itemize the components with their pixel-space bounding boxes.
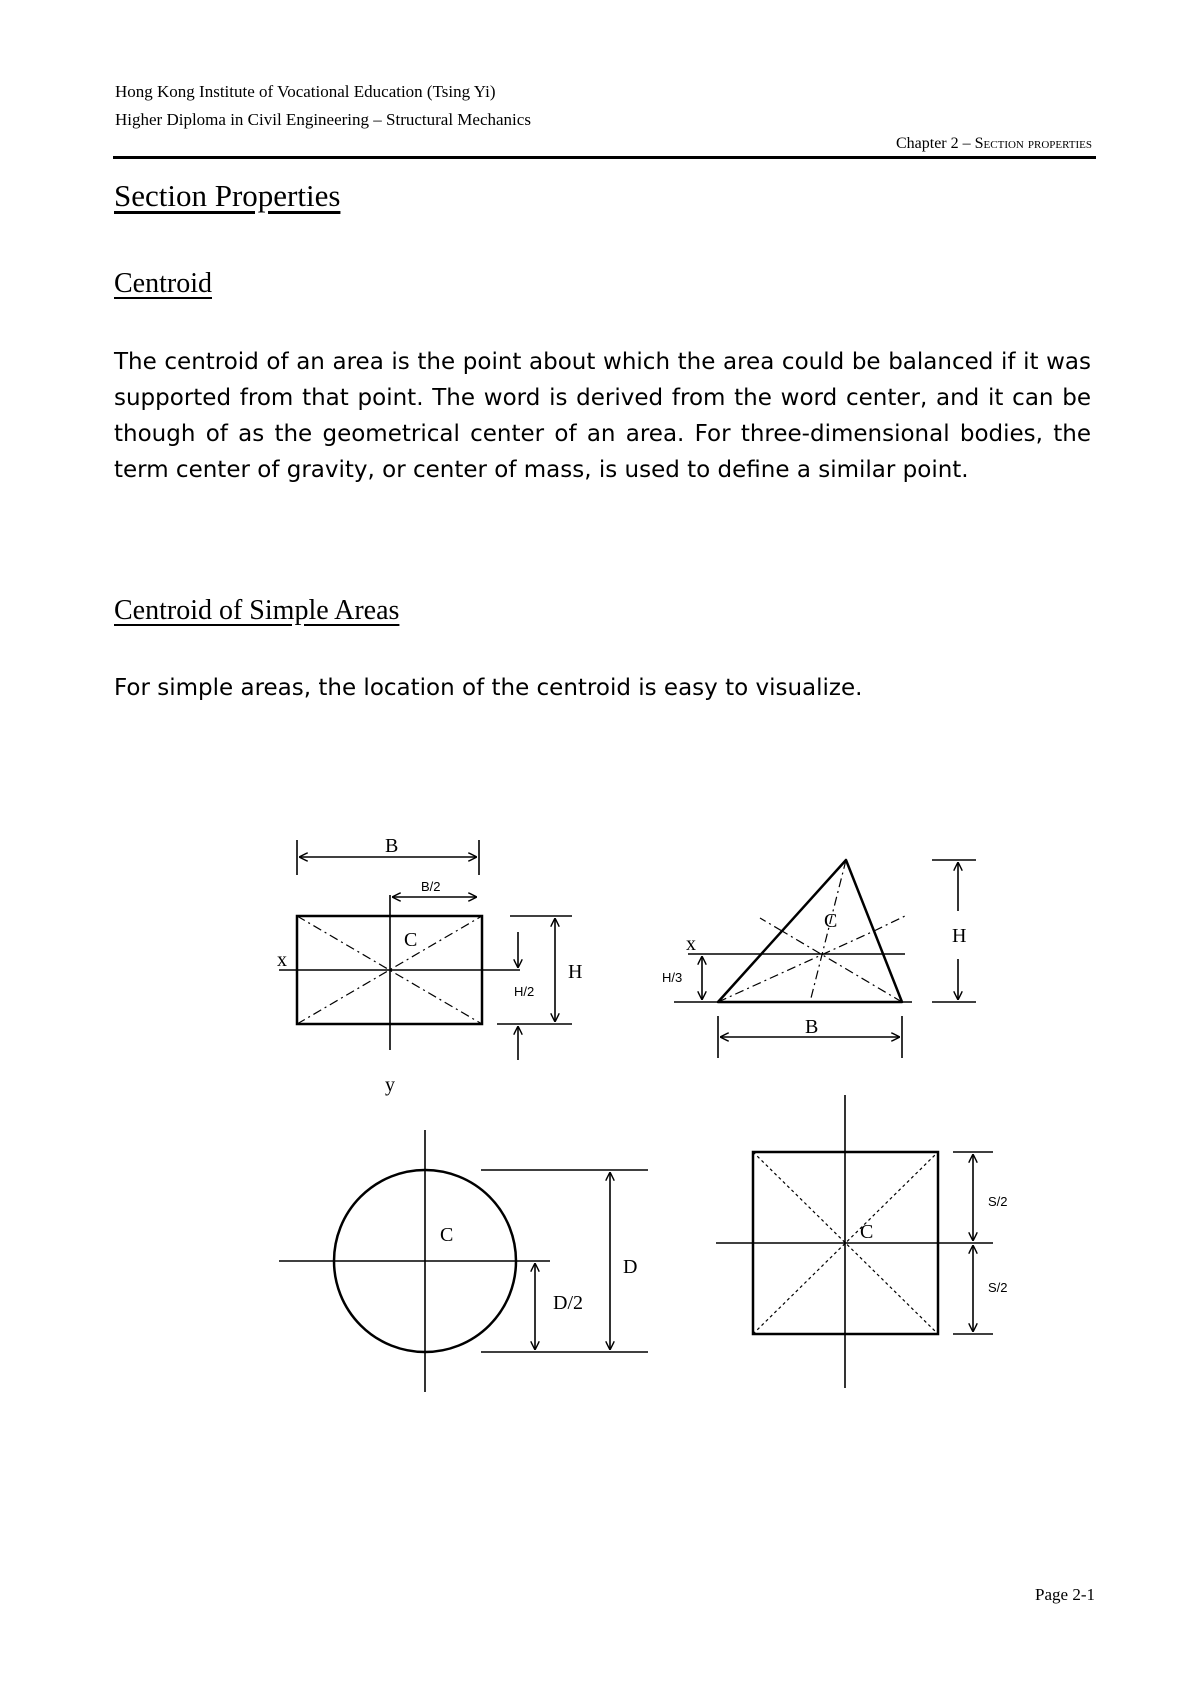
triangle-median	[718, 931, 874, 1002]
chapter-title: Section properties	[974, 135, 1092, 152]
label-tri-x: x	[686, 933, 696, 955]
simple-areas-heading: Centroid of Simple Areas	[114, 595, 400, 626]
page-number: Page 2-1	[1035, 1585, 1095, 1604]
header-institute: Hong Kong Institute of Vocational Education (Tsing Yi)	[115, 82, 496, 101]
header-chapter	[896, 135, 1092, 153]
label-square-C: C	[860, 1221, 874, 1243]
triangle-diagram	[674, 860, 976, 1058]
label-rect-x: x	[277, 949, 287, 971]
rectangle-diagram	[279, 840, 572, 1060]
centroid-paragraph: The centroid of an area is the point about which the area could be balanced if it was supported from that point. The word is derived from the word center, and it can be though of as the geometrical center of an area. For three-dimensional bodies, the term center of gravity, or center of mass, is used to define a similar point.	[114, 349, 1091, 483]
circle-diagram	[279, 1130, 648, 1392]
label-B: B	[385, 835, 399, 857]
chapter-prefix: Chapter 2 –	[895, 135, 975, 152]
triangle-median	[782, 931, 902, 1002]
centroid-heading: Centroid	[114, 268, 212, 299]
label-tri-B: B	[805, 1016, 819, 1038]
square-diagram	[716, 1095, 993, 1388]
label-tri-H: H	[952, 925, 967, 947]
simple-areas-paragraph: For simple areas, the location of the centroid is easy to visualize.	[114, 675, 863, 701]
label-H-half: H/2	[514, 984, 535, 999]
label-H-third: H/3	[662, 970, 683, 985]
label-rect-H: H	[568, 961, 583, 983]
label-rect-y: y	[385, 1074, 395, 1096]
label-S-half-upper: S/2	[988, 1194, 1008, 1209]
centroid-figure	[0, 820, 1200, 1400]
label-D: D	[623, 1256, 638, 1278]
header-rule	[113, 156, 1096, 159]
label-B-half: B/2	[421, 879, 441, 894]
label-rect-C: C	[404, 929, 418, 951]
label-S-half-lower: S/2	[988, 1280, 1008, 1295]
page-title: Section Properties	[114, 178, 341, 213]
label-D-half: D/2	[553, 1292, 583, 1314]
label-circle-C: C	[440, 1224, 454, 1246]
label-tri-C: C	[824, 910, 838, 932]
header-course: Higher Diploma in Civil Engineering – Structural Mechanics	[115, 110, 531, 129]
